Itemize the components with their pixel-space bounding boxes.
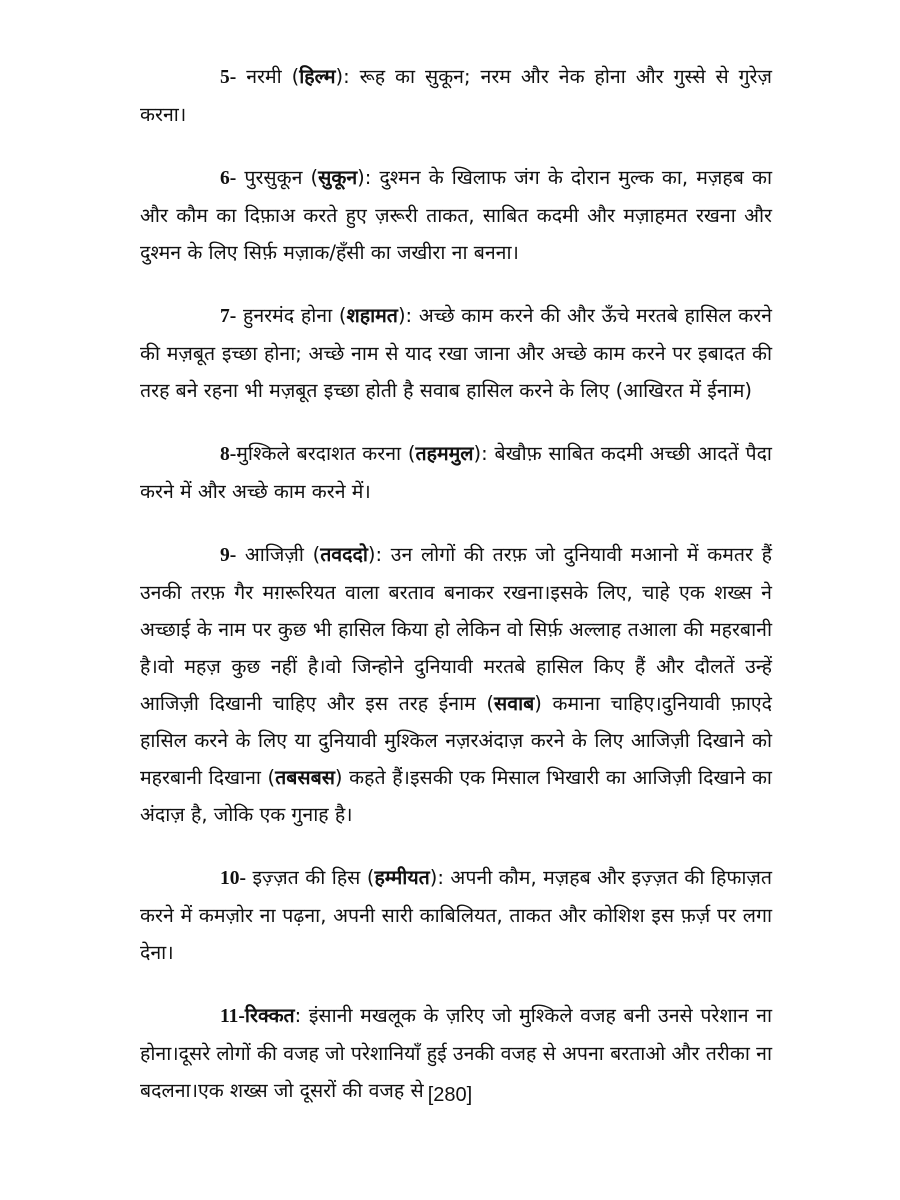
paragraph-text: ): बेखौफ़ साबित कदमी अच्छी आदतें पैदा करने में और अच्छे काम करने में। xyxy=(140,442,772,503)
paragraph-text: ): अच्छे काम करने की और ऊँचे मरतबे हासिल करने की मज़बूत इच्छा होना; अच्छे नाम से याद रखा जाना और अच्छे काम करने पर इबादत की तरह बने रहना भी मज़बूत इच्छा होती है सवाब हासिल करने के लिए (आखिरत में ईनाम) xyxy=(140,304,772,402)
paragraph-7 xyxy=(140,297,772,409)
paragraph-text: ): अपनी कौम, मज़हब और इज़्ज़त की हिफाज़त करने में कमज़ोर ना पढ़ना, अपनी सारी काबिलियत, ताकत और कोशिश इस फ़र्ज़ पर लगा देना। xyxy=(140,866,772,964)
paragraph-text: ): रूह का सुकून; नरम और नेक होना और गुस्से से गुरेज़ करना। xyxy=(140,65,773,126)
term-bold: रिक्कत xyxy=(244,1004,295,1027)
page-body xyxy=(140,58,772,1135)
item-number: 8- xyxy=(220,444,237,465)
term-bold: सवाब xyxy=(494,692,535,715)
item-number: 9- xyxy=(220,545,237,566)
item-number: 11- xyxy=(220,1006,245,1027)
paragraph-6 xyxy=(140,159,772,271)
paragraph-text: हुनरमंद होना ( xyxy=(236,304,347,327)
term-bold: हिल्म xyxy=(299,65,336,88)
term-bold: सुकून xyxy=(318,166,358,189)
paragraph-text: : इंसानी मखलूक के ज़रिए जो मुश्किले वजह बनी उनसे परेशान ना होना।दूसरे लोगों की वजह जो परेशानियाँ हुई उनकी वजह से अपना बरताओ और तरीका ना बदलना।एक शख्स जो दूसरों की वजह से xyxy=(140,1004,772,1102)
paragraph-text: ) कमाना चाहिए।दुनियावी फ़ाएदे हासिल करने के लिए या दुनियावी मुश्किल नज़रअंदाज़ करने के लिए आजिज़ी दिखाने को महरबानी दिखाना ( xyxy=(140,692,773,789)
item-number: 6- xyxy=(220,168,237,189)
term-bold: तवददो xyxy=(320,543,368,566)
item-number: 10- xyxy=(220,868,246,889)
term-bold: शहामत xyxy=(346,304,398,327)
paragraph-text: ): दुश्मन के खिलाफ जंग के दोरान मुल्क का, मज़हब का और कौम का दिफ़ाअ करते हुए ज़रूरी ताकत, साबित कदमी और मज़ाहमत रखना और दुश्मन के लिए सिर्फ़ मज़ाक/हँसी का जखीरा ना बनना। xyxy=(140,166,772,264)
term-bold: तहममुल xyxy=(415,442,474,465)
paragraph-text: ): उन लोगों की तरफ़ जो दुनियावी मआनो में कमतर हैं उनकी तरफ़ गैर मग़रूरियत वाला बरताव बनाकर रखना।इसके लिए, चाहे एक शख्स ने अच्छाई के नाम पर कुछ भी हासिल किया हो लेकिन वो सिर्फ़ अल्लाह तआला की महरबानी है।वो महज़ कुछ नहीं है।वो जिन्होने दुनियावी मरतबे हासिल किए हैं और दौलतें उन्हें आजिज़ी दिखानी चाहिए और इस तरह ईनाम ( xyxy=(140,543,772,715)
term-bold: तबसबस xyxy=(275,766,335,789)
item-number: 5- xyxy=(220,67,237,88)
paragraph-text: नरमी ( xyxy=(236,65,300,88)
paragraph-text: इज़्ज़त की हिस ( xyxy=(246,866,375,889)
term-bold: हम्मीयत xyxy=(374,866,430,889)
paragraph-8 xyxy=(140,435,772,510)
item-number: 7- xyxy=(220,306,237,327)
paragraph-9 xyxy=(140,536,772,833)
paragraph-10 xyxy=(140,859,772,971)
paragraph-text: आजिज़ी ( xyxy=(236,543,321,566)
page-number: [280] xyxy=(427,1084,473,1106)
paragraph-text: पुरसुकून ( xyxy=(236,166,319,189)
paragraph-text: ) कहते हैं।इसकी एक मिसाल भिखारी का आजिज़ी दिखाने का अंदाज़ है, जोकि एक गुनाह है। xyxy=(140,766,772,826)
paragraph-text: मुश्किले बरदाशत करना ( xyxy=(236,442,416,465)
paragraph-5 xyxy=(140,58,772,133)
